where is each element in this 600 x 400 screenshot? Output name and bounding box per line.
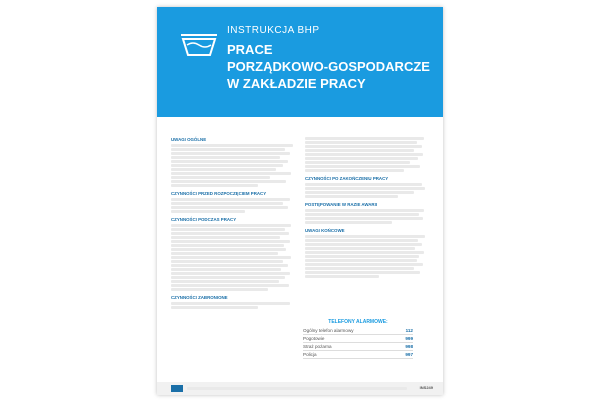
phone-number: 999 xyxy=(405,336,413,341)
text-line xyxy=(171,184,258,187)
text-line xyxy=(171,228,285,231)
text-line xyxy=(305,251,424,254)
text-line xyxy=(305,137,424,140)
header-kicker: INSTRUKCJA BHP xyxy=(227,25,320,36)
text-line xyxy=(171,232,289,235)
phone-label: Policja xyxy=(303,352,317,357)
instruction-sheet xyxy=(157,7,443,395)
phone-row xyxy=(303,335,413,343)
section-title: POSTĘPOWANIE W RAZIE AWARII xyxy=(305,202,378,207)
text-line xyxy=(171,198,290,201)
text-line xyxy=(171,224,291,227)
text-line xyxy=(171,276,285,279)
text-line xyxy=(305,275,379,278)
text-line xyxy=(171,156,280,159)
text-line xyxy=(171,172,291,175)
phone-label: Pogotowie xyxy=(303,336,325,341)
section-title: CZYNNOŚCI PO ZAKOŃCZENIU PRACY xyxy=(305,176,389,181)
phone-number: 112 xyxy=(405,328,413,333)
text-line xyxy=(171,240,290,243)
text-line xyxy=(171,280,279,283)
footer-text xyxy=(187,386,407,391)
text-line xyxy=(305,271,420,274)
text-line xyxy=(171,152,290,155)
text-line xyxy=(171,302,290,305)
text-line xyxy=(171,168,276,171)
wash-basin-icon xyxy=(179,29,219,57)
text-line xyxy=(171,260,283,263)
text-line xyxy=(305,255,419,258)
phone-number: 998 xyxy=(405,344,413,349)
section-title: UWAGI KOŃCOWE xyxy=(305,228,345,233)
section-title: CZYNNOŚCI PODCZAS PRACY xyxy=(171,217,237,222)
text-line xyxy=(305,243,422,246)
text-line xyxy=(305,141,417,144)
text-line xyxy=(171,180,286,183)
text-line xyxy=(305,183,422,186)
phone-row xyxy=(303,327,413,335)
text-line xyxy=(171,164,283,167)
text-line xyxy=(171,160,288,163)
text-line xyxy=(305,267,414,270)
text-line xyxy=(305,209,424,212)
footer xyxy=(157,382,443,395)
document-code: INS249 xyxy=(419,385,433,390)
text-line xyxy=(171,284,289,287)
phone-number: 997 xyxy=(405,352,413,357)
text-line xyxy=(171,244,284,247)
page-title xyxy=(227,41,430,92)
emergency-phones xyxy=(303,319,413,359)
text-line xyxy=(171,236,280,239)
text-line xyxy=(171,252,278,255)
section-title: UWAGI OGÓLNE xyxy=(171,137,207,142)
text-line xyxy=(171,264,288,267)
header-banner xyxy=(157,7,443,117)
text-line xyxy=(305,191,414,194)
text-line xyxy=(305,169,404,172)
text-line xyxy=(171,288,268,291)
title-line: PORZĄDKOWO-GOSPODARCZE xyxy=(227,59,430,74)
text-line xyxy=(171,202,283,205)
section-title: CZYNNOŚCI PRZED ROZPOCZĘCIEM PRACY xyxy=(171,191,267,196)
phone-row xyxy=(303,351,413,359)
phone-row xyxy=(303,343,413,351)
text-line xyxy=(305,195,398,198)
text-line xyxy=(171,272,290,275)
text-line xyxy=(305,213,419,216)
section-title: CZYNNOŚCI ZABRONIONE xyxy=(171,295,228,300)
right-column xyxy=(305,133,429,279)
text-line xyxy=(171,144,293,147)
text-line xyxy=(305,221,392,224)
phone-label: Straż pożarna xyxy=(303,344,332,349)
text-line xyxy=(171,248,286,251)
text-line xyxy=(171,148,285,151)
text-line xyxy=(305,263,423,266)
phones-title: TELEFONY ALARMOWE: xyxy=(328,319,388,325)
text-line xyxy=(305,165,420,168)
text-line xyxy=(171,256,291,259)
text-line xyxy=(305,187,425,190)
text-line xyxy=(171,206,288,209)
text-line xyxy=(305,145,422,148)
text-line xyxy=(305,149,414,152)
text-line xyxy=(171,268,281,271)
text-line xyxy=(305,157,418,160)
text-line xyxy=(305,153,423,156)
text-line xyxy=(305,217,423,220)
text-line xyxy=(305,259,417,262)
text-line xyxy=(171,306,258,309)
left-column xyxy=(171,133,295,310)
text-line xyxy=(187,387,407,390)
phone-label: Ogólny telefon alarmowy xyxy=(303,328,354,333)
title-line: PRACE xyxy=(227,42,273,57)
text-line xyxy=(305,239,418,242)
text-line xyxy=(171,210,245,213)
text-line xyxy=(305,235,425,238)
text-line xyxy=(171,176,270,179)
text-line xyxy=(305,161,410,164)
publisher-logo xyxy=(171,385,183,392)
title-line: W ZAKŁADZIE PRACY xyxy=(227,76,366,91)
text-line xyxy=(305,247,415,250)
